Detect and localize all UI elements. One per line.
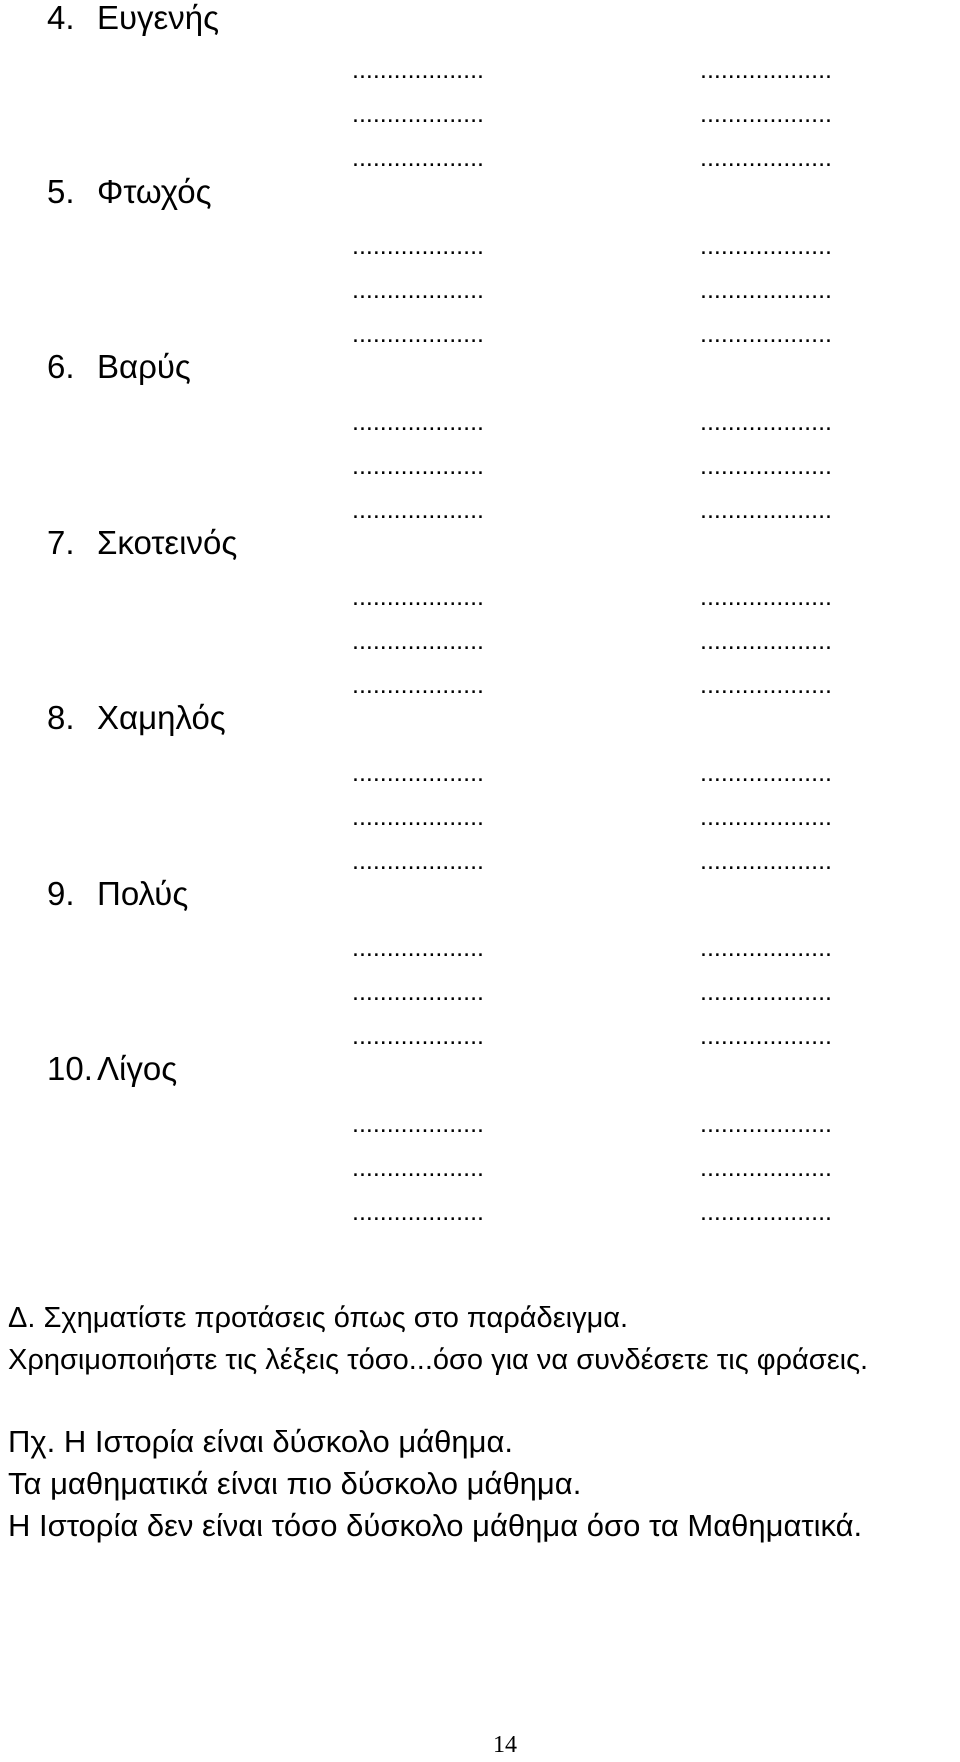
blank-line: ................... xyxy=(352,56,484,84)
blank-line: ................... xyxy=(352,144,484,172)
example-line-1: Πχ. Η Ιστορία είναι δύσκολο μάθημα. xyxy=(8,1424,514,1459)
blank-line: ................... xyxy=(352,232,484,260)
blank-line: ................... xyxy=(700,934,832,962)
blank-line: ................... xyxy=(700,452,832,480)
item-word: Σκοτεινός xyxy=(97,524,238,561)
item-number: 6. xyxy=(47,348,75,385)
blank-line: ................... xyxy=(352,276,484,304)
blank-line: ................... xyxy=(352,1110,484,1138)
item-word: Ευγενής xyxy=(97,0,220,36)
blank-line: ................... xyxy=(700,232,832,260)
word-item-10 xyxy=(47,1049,177,1089)
blank-line: ................... xyxy=(352,496,484,524)
blank-line: ................... xyxy=(700,978,832,1006)
item-number: 10. xyxy=(47,1050,93,1087)
blank-line: ................... xyxy=(352,408,484,436)
blank-line: ................... xyxy=(352,934,484,962)
item-number: 8. xyxy=(47,699,75,736)
blank-line: ................... xyxy=(352,803,484,831)
blank-line: ................... xyxy=(352,847,484,875)
blank-line: ................... xyxy=(700,847,832,875)
item-number: 5. xyxy=(47,173,75,210)
blank-line: ................... xyxy=(700,276,832,304)
blank-line: ................... xyxy=(700,1022,832,1050)
word-item-8 xyxy=(47,698,226,738)
item-word: Πολύς xyxy=(97,875,189,912)
word-item-6 xyxy=(47,347,191,387)
word-item-4 xyxy=(47,0,219,38)
blank-line: ................... xyxy=(352,1198,484,1226)
word-item-7 xyxy=(47,523,237,563)
instruction-line-1: Δ. Σχηματίστε προτάσεις όπως στο παράδειγμα. xyxy=(8,1302,629,1334)
item-number: 7. xyxy=(47,524,75,561)
blank-line: ................... xyxy=(352,452,484,480)
blank-line: ................... xyxy=(700,671,832,699)
blank-line: ................... xyxy=(700,1198,832,1226)
instruction-line-2: Χρησιμοποιήστε τις λέξεις τόσο...όσο για να συνδέσετε τις φράσεις. xyxy=(8,1344,869,1376)
blank-line: ................... xyxy=(352,759,484,787)
item-word: Λίγος xyxy=(97,1050,178,1087)
blank-line: ................... xyxy=(700,408,832,436)
item-word: Βαρύς xyxy=(97,348,191,385)
blank-line: ................... xyxy=(700,583,832,611)
blank-line: ................... xyxy=(352,627,484,655)
item-word: Χαμηλός xyxy=(97,699,226,736)
item-word: Φτωχός xyxy=(97,173,212,210)
blank-line: ................... xyxy=(700,56,832,84)
example-line-2: Τα μαθηματικά είναι πιο δύσκολο μάθημα. xyxy=(8,1466,582,1501)
word-item-9 xyxy=(47,874,188,914)
blank-line: ................... xyxy=(700,1110,832,1138)
blank-line: ................... xyxy=(352,1154,484,1182)
blank-line: ................... xyxy=(352,1022,484,1050)
blank-line: ................... xyxy=(700,320,832,348)
blank-line: ................... xyxy=(352,100,484,128)
blank-line: ................... xyxy=(352,671,484,699)
blank-line: ................... xyxy=(700,627,832,655)
blank-line: ................... xyxy=(700,496,832,524)
item-number: 9. xyxy=(47,875,75,912)
page-number: 14 xyxy=(493,1732,517,1758)
blank-line: ................... xyxy=(700,144,832,172)
blank-line: ................... xyxy=(700,100,832,128)
item-number: 4. xyxy=(47,0,75,36)
blank-line: ................... xyxy=(352,583,484,611)
blank-line: ................... xyxy=(700,803,832,831)
blank-line: ................... xyxy=(352,320,484,348)
example-line-3: Η Ιστορία δεν είναι τόσο δύσκολο μάθημα όσο τα Μαθηματικά. xyxy=(8,1508,863,1543)
blank-line: ................... xyxy=(352,978,484,1006)
blank-line: ................... xyxy=(700,759,832,787)
word-item-5 xyxy=(47,172,211,212)
blank-line: ................... xyxy=(700,1154,832,1182)
